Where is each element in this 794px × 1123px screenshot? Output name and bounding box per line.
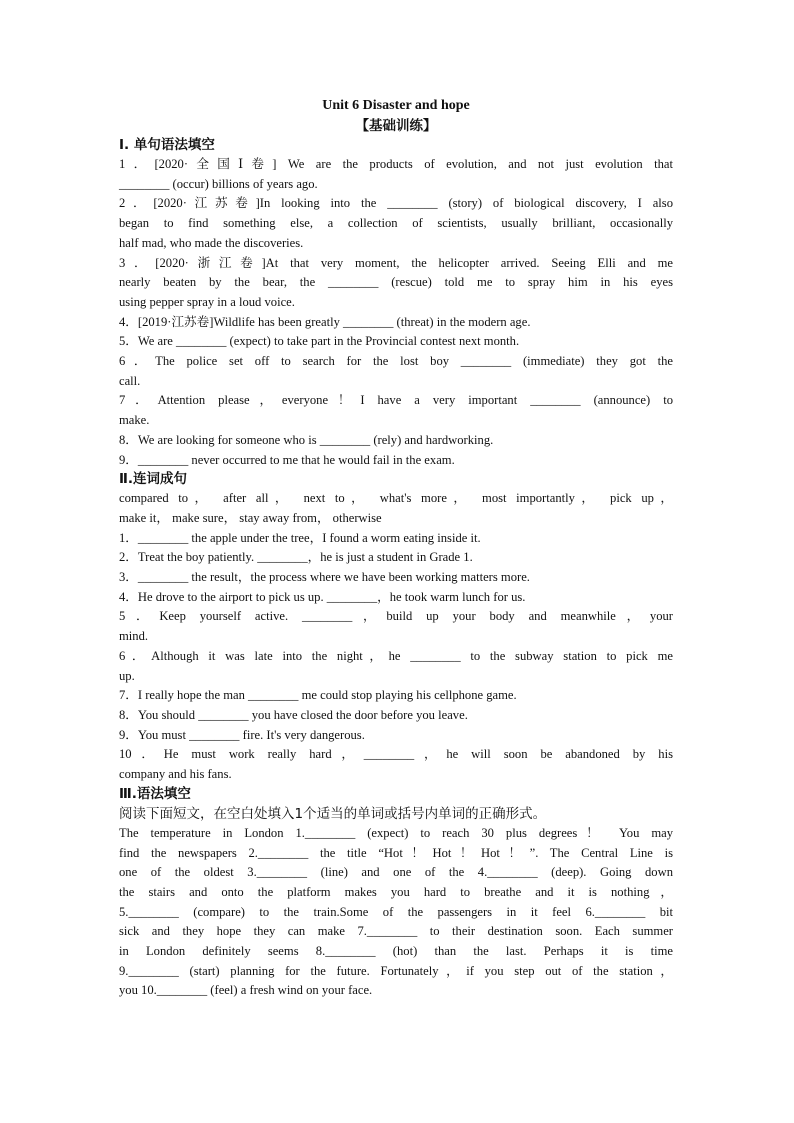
instruction-text: 阅读下面短文，在空白处填入1个适当的单词或括号内单词的正确形式。 xyxy=(119,805,547,822)
exercise-item xyxy=(119,548,673,568)
exercise-line: call. xyxy=(119,373,141,388)
exercise-line: 8．We are looking for someone who is ________ (rely) and hardworking. xyxy=(119,432,494,447)
exercise-item xyxy=(119,313,673,333)
section-heading: Ⅰ. 单句语法填空 xyxy=(119,137,215,153)
exercise-item xyxy=(119,588,673,608)
passage-line: sick and they hope they can make 7.________ to their destination soon. Each summer xyxy=(119,924,673,939)
exercise-line: nearly beaten by the bear, the ________ (rescue) told me to spray him in his eyes xyxy=(119,275,673,290)
passage-line: in London definitely seems 8.________ (hot) than the last. Perhaps it is time xyxy=(119,944,673,959)
page-title: Unit 6 Disaster and hope xyxy=(322,98,470,113)
exercise-line: 4．[2019·江苏卷]Wildlife has been greatly ________ (threat) in the modern age. xyxy=(119,314,531,329)
exercise-item xyxy=(119,431,673,451)
exercise-line: 1．[2020·全国Ⅰ卷] We are the products of evolution, and not just evolution that xyxy=(119,157,673,171)
passage-line: find the newspapers 2.________ the title “Hot！Hot！Hot！”. The Central Line is xyxy=(119,845,673,860)
exercise-item xyxy=(119,706,673,726)
exercise-line: mind. xyxy=(119,629,149,644)
exercise-line: 3．________ the result，the process where we have been working matters more. xyxy=(119,570,530,585)
exercise-list xyxy=(119,529,673,785)
section-heading: Ⅲ.语法填空 xyxy=(119,785,191,802)
passage-line: you 10.________ (feel) a fresh wind on your face. xyxy=(119,983,373,998)
exercise-item xyxy=(119,568,673,588)
exercise-line: 3．[2020·浙江卷]At that very moment, the helicopter arrived. Seeing Elli and me xyxy=(119,255,673,270)
exercise-line: 8．You should ________ you have closed the door before you leave. xyxy=(119,707,468,722)
exercise-line: 2．Treat the boy patiently. ________，he is just a student in Grade 1. xyxy=(119,550,473,565)
exercise-item xyxy=(119,155,673,194)
worksheet-page xyxy=(119,96,673,1001)
exercise-line: 6．The police set off to search for the lost boy ________ (immediate) they got the xyxy=(119,354,673,369)
passage-line: 9.________ (start) planning for the future. Fortunately，if you step out of the station， xyxy=(119,963,673,978)
exercise-line: 2．[2020·江苏卷]In looking into the ________ (story) of biological discovery, I also xyxy=(119,196,673,211)
exercise-line: began to find something else, a collection of scientists, usually brilliant, occasionally xyxy=(119,216,673,231)
exercise-line: up. xyxy=(119,668,135,683)
passage xyxy=(119,824,673,1001)
exercise-line: half mad, who made the discoveries. xyxy=(119,235,304,250)
section-grammar-single-sentence xyxy=(119,136,673,470)
exercise-item xyxy=(119,332,673,352)
section-phrase-completion xyxy=(119,470,673,785)
exercise-line: 1．________ the apple under the tree，I found a worm eating inside it. xyxy=(119,530,481,545)
exercise-line: using pepper spray in a loud voice. xyxy=(119,294,295,309)
page-subtitle: 【基础训练】 xyxy=(355,118,437,134)
passage-line: 5.________ (compare) to the train.Some of the passengers in it feel 6.________ bit xyxy=(119,904,673,919)
exercise-item xyxy=(119,254,673,313)
phrase-bank-line: make it， make sure， stay away from， otherwise xyxy=(119,510,382,525)
exercise-line: 7．Attention please，everyone！I have a very important ________ (announce) to xyxy=(119,393,673,408)
exercise-item xyxy=(119,391,673,430)
exercise-item xyxy=(119,686,673,706)
exercise-line: 4．He drove to the airport to pick us up. ________，he took warm lunch for us. xyxy=(119,589,526,604)
exercise-line: company and his fans. xyxy=(119,767,232,782)
exercise-item xyxy=(119,607,673,646)
passage-line: The temperature in London 1.________ (expect) to reach 30 plus degrees！ You may xyxy=(119,825,673,840)
exercise-item xyxy=(119,726,673,746)
exercise-line: 5．We are ________ (expect) to take part in the Provincial contest next month. xyxy=(119,334,520,349)
exercise-line: make. xyxy=(119,413,150,428)
section-heading: Ⅱ.连词成句 xyxy=(119,471,188,488)
exercise-item xyxy=(119,647,673,686)
section-passage-fill xyxy=(119,785,673,1001)
exercise-line: 7．I really hope the man ________ me could stop playing his cellphone game. xyxy=(119,688,517,703)
exercise-line: 5．Keep yourself active. ________，build up your body and meanwhile，your xyxy=(119,609,673,624)
exercise-list xyxy=(119,155,673,470)
exercise-line: 10．He must work really hard，________，he will soon be abandoned by his xyxy=(119,747,673,762)
exercise-item xyxy=(119,194,673,253)
exercise-line: 6．Although it was late into the night，he ________ to the subway station to pick me xyxy=(119,648,673,663)
exercise-line: ________ (occur) billions of years ago. xyxy=(119,176,318,191)
exercise-line: 9．________ never occurred to me that he would fail in the exam. xyxy=(119,452,455,467)
phrase-bank-line: compared to， after all， next to， what's more， most importantly， pick up， xyxy=(119,491,673,506)
exercise-item xyxy=(119,451,673,471)
exercise-item xyxy=(119,529,673,549)
passage-line: one of the oldest 3.________ (line) and one of the 4.________ (deep). Going down xyxy=(119,865,673,880)
exercise-line: 9．You must ________ fire. It's very dangerous. xyxy=(119,727,365,742)
passage-line: the stairs and onto the platform makes you hard to breathe and it is nothing， xyxy=(119,884,673,899)
exercise-item xyxy=(119,745,673,784)
exercise-item xyxy=(119,352,673,391)
